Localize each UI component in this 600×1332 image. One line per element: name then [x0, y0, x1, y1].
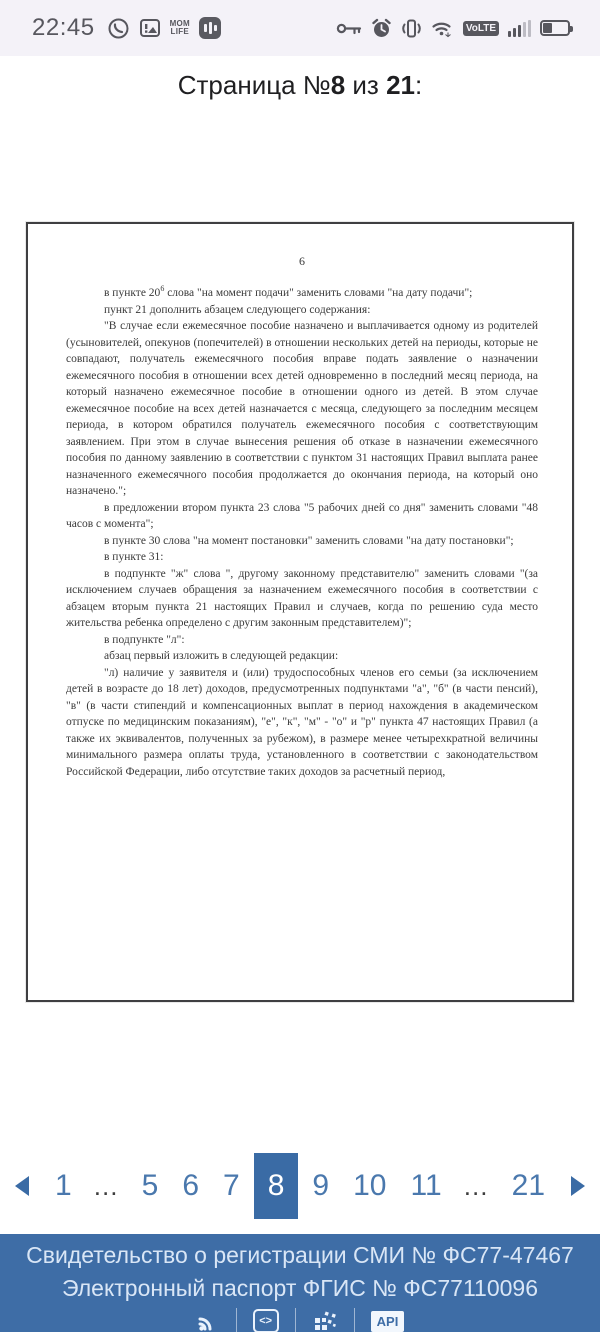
document-paragraph: в подпункте "ж" слова ", другому законному представителю" заменить словами "(за исключением случаев обращения за назначением ежемесячного пособия в соответствии с абзацем вторым пункта 21 настоящих Правил и случаев, когда по решению суда место жительства ребенка определено с другим законным представителем)";: [66, 567, 538, 629]
footer-divider: [295, 1308, 296, 1332]
pagination-ellipsis: …: [92, 1170, 121, 1201]
footer-divider: [354, 1308, 355, 1332]
momlife-line2: LIFE: [170, 27, 190, 36]
wifi-icon: [431, 19, 454, 38]
next-page-arrow[interactable]: [557, 1176, 599, 1196]
page-link-9[interactable]: 9: [312, 1169, 330, 1202]
chevron-right-icon: [571, 1176, 585, 1196]
chevron-left-icon: [15, 1176, 29, 1196]
document-paragraph: "л) наличие у заявителя и (или) трудоспособных членов его семьи (за исключением детей в возрасте до 18 лет) доходов, предусмотренных подпунктами "а", "б" (в части пенсий), "в" (в части стипендий и компенсационных выплат в период нахождения в академическом отпуске по медицинским показаниям), "е", "к", "м" - "о" и "р" пункта 47 настоящих Правил (а также их эквивалентов, полученных за рубежом), в размере менее четырехкратной величины минимального размера оплаты труда, установленного в соответствии с законодательством Российской Федерации, либо отсутствие таких доходов за расчетный период,: [66, 666, 538, 778]
whatsapp-icon: [107, 17, 130, 40]
code-icon[interactable]: <>: [253, 1309, 279, 1332]
page-link-11[interactable]: 11: [410, 1169, 442, 1202]
key-icon: [336, 21, 362, 36]
signal-bars-icon: [508, 20, 531, 37]
vibrate-icon: [401, 18, 422, 39]
pagination-ellipsis: …: [462, 1170, 491, 1201]
battery-icon: [540, 20, 570, 36]
status-bar: [0, 0, 600, 56]
footer-divider: [236, 1308, 237, 1332]
document-paragraph: в пункте 30 слова "на момент постановки" заменить словами "на дату постановки";: [104, 534, 514, 547]
document-paragraph: абзац первый изложить в следующей редакции:: [104, 650, 339, 662]
page-link-6[interactable]: 6: [182, 1169, 200, 1202]
prev-page-arrow[interactable]: [1, 1176, 43, 1196]
page-title-current: 8: [330, 69, 346, 100]
page-link-8[interactable]: 8: [254, 1153, 299, 1219]
screenshot-warning-icon: [139, 17, 161, 39]
document-paragraph: в пункте 31:: [104, 551, 164, 563]
document-paragraph: "В случае если ежемесячное пособие назначено и выплачивается одному из родителей (усыновителей, опекунов (попечителей) в отношении нескольких детей на периоды, которые не совпадают, получатель ежемесячного пособия вправе подать заявление о назначении ежемесячного пособия в отношении всех детей одновременно в последний месяц периода, на который назначено ежемесячное пособие в отношении одного из детей. В этом случае ежемесячное пособие на всех детей назначается с месяца, следующего за последним месяцем периода, в котором обратился получатель ежемесячного пособия с соответствующим заявлением. При этом в случае вынесения решения об отказе в назначении ежемесячного пособия по данному заявлению в соответствии с пунктом 31 настоящих Правил выплата ранее назначенного ежемесячного пособия продолжается до окончания периода, на который оно назначено.";: [66, 320, 538, 497]
momlife-line1: MOM: [169, 19, 191, 28]
document-paragraphs: [66, 285, 538, 780]
page-title: [0, 64, 600, 106]
page-link-5[interactable]: 5: [141, 1169, 159, 1202]
page-link-10[interactable]: 10: [353, 1169, 387, 1202]
page-link-7[interactable]: 7: [223, 1169, 240, 1202]
page-title-prefix: Страница №: [177, 69, 331, 100]
open-data-icon[interactable]: [312, 1308, 338, 1332]
clock: 22:45: [32, 14, 95, 41]
footer: [0, 1234, 600, 1332]
volte-badge: VoLTE: [463, 21, 499, 36]
rss-icon[interactable]: [196, 1309, 220, 1332]
document-paragraph: в подпункте "л":: [104, 633, 185, 646]
app-icon: [199, 17, 221, 39]
document-page-number: 6: [299, 254, 305, 268]
document-paragraph: в пункте $20^6$ слова "на момент подачи" заменить словами "на дату подачи";: [104, 284, 473, 299]
page-title-colon: :: [415, 69, 423, 100]
pagination: [0, 1150, 600, 1222]
page-link-21[interactable]: 21: [511, 1169, 546, 1202]
document-paragraph: пункт 21 дополнить абзацем следующего содержания:: [104, 303, 371, 316]
document-page: [26, 222, 574, 1002]
document-paragraph: в предложении втором пункта 23 слова "5 рабочих дней со дня" заменить словами "48 часов с момента";: [66, 501, 538, 530]
footer-fgis-passport: Электронный паспорт ФГИС № ФС77110096: [61, 1275, 539, 1301]
momlife-logo: [170, 20, 190, 36]
footer-smi-registration: Свидетельство о регистрации СМИ № ФС77-47467: [26, 1242, 574, 1268]
page-link-1[interactable]: 1: [54, 1169, 72, 1202]
page-title-of: из: [345, 69, 387, 100]
pagination-pages: [43, 1153, 557, 1219]
alarm-icon: [371, 18, 392, 39]
page-title-total: 21: [386, 69, 415, 100]
api-badge[interactable]: API: [371, 1311, 405, 1332]
footer-icons: [0, 1308, 600, 1332]
